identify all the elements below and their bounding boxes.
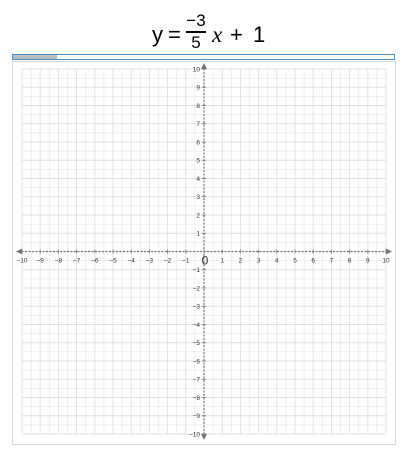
y-tick-label: 4	[196, 175, 200, 183]
x-tick-label: 8	[347, 257, 352, 265]
y-tick-label: −10	[188, 431, 200, 439]
x-tick-label: −4	[127, 257, 135, 265]
x-axis-arrow-left	[16, 249, 22, 255]
x-tick-label: −8	[54, 257, 63, 265]
y-tick-label: 10	[192, 66, 200, 74]
x-tick-label: 1	[220, 257, 225, 265]
x-tick-label: 3	[256, 257, 261, 265]
x-tick-label: −2	[163, 257, 172, 265]
y-tick-label: −2	[192, 285, 200, 293]
y-tick-label: −6	[192, 358, 200, 366]
x-tick-label: −6	[91, 257, 99, 265]
y-tick-label: −5	[192, 340, 200, 348]
y-tick-label: −3	[192, 303, 200, 311]
x-tick-label: −1	[182, 257, 190, 265]
x-axis-arrow-right	[386, 249, 392, 255]
y-tick-label: 2	[196, 212, 200, 220]
equation-equals: =	[168, 22, 181, 47]
y-tick-label: −1	[192, 267, 200, 275]
x-tick-label: 0	[201, 253, 209, 268]
y-tick-label: 8	[196, 102, 200, 110]
x-tick-label: −7	[72, 257, 81, 265]
x-tick-label: 2	[238, 257, 243, 265]
x-tick-label: 5	[293, 257, 297, 265]
x-tick-label: 7	[329, 257, 334, 265]
y-tick-label: 3	[196, 194, 200, 202]
fraction-denominator: 5	[191, 32, 201, 52]
equation-x: x	[212, 22, 223, 47]
y-tick-label: 1	[196, 230, 200, 238]
y-axis-arrow-up	[201, 63, 207, 69]
x-tick-label: 4	[274, 257, 279, 265]
x-tick-label: −9	[36, 257, 44, 265]
x-tick-label: 10	[382, 257, 390, 265]
y-axis-arrow-down	[201, 434, 207, 440]
equation-y: y	[152, 22, 163, 47]
x-tick-label: 6	[311, 257, 316, 265]
y-tick-label: 6	[196, 139, 200, 147]
y-tick-label: 5	[196, 157, 200, 165]
y-tick-label: −9	[192, 413, 200, 421]
equation-constant: 1	[253, 22, 266, 47]
x-tick-label: −5	[109, 257, 117, 265]
y-tick-label: −8	[192, 394, 200, 402]
y-tick-label: 7	[196, 121, 200, 129]
x-tick-label: −3	[145, 257, 154, 265]
y-tick-label: −7	[192, 376, 200, 384]
equation-plus: +	[230, 22, 243, 47]
x-tick-label: 9	[365, 257, 370, 265]
fraction-numerator: −3	[186, 11, 206, 30]
y-tick-label: 9	[196, 84, 200, 92]
y-tick-label: −4	[192, 321, 200, 329]
x-tick-label: −10	[16, 257, 28, 265]
